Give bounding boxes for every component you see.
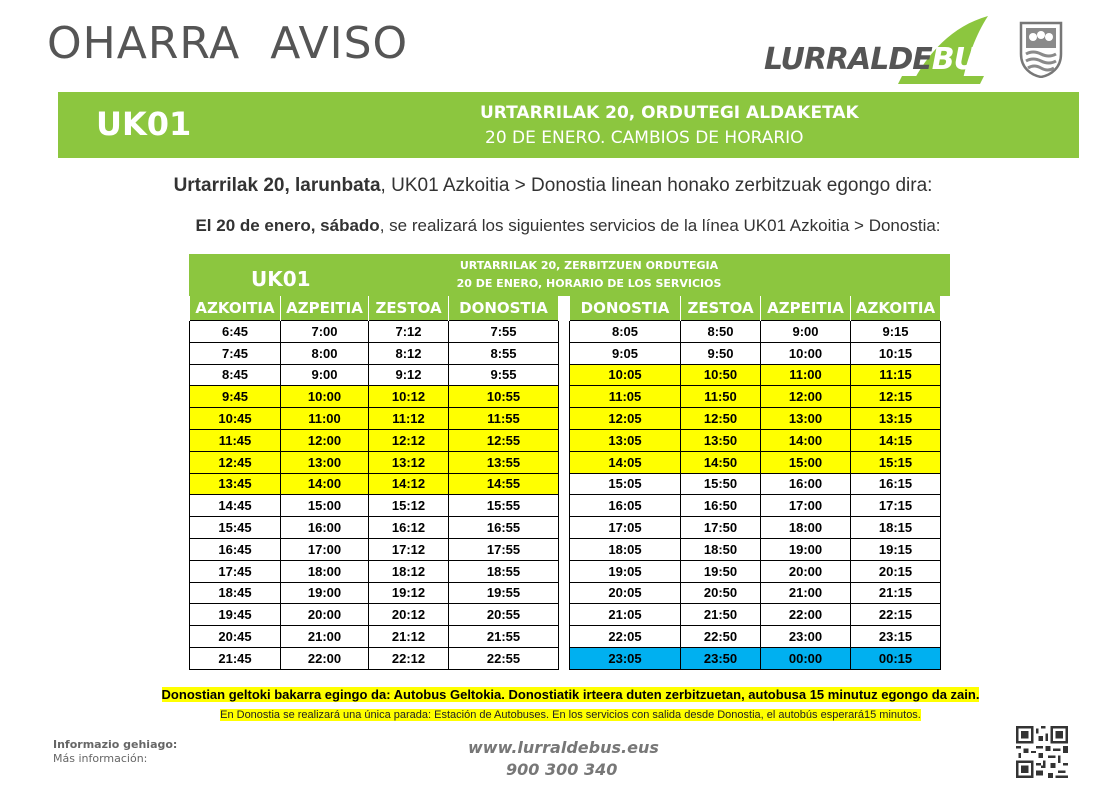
column-header: AZKOITIA: [190, 296, 281, 321]
time-cell: 21:12: [369, 626, 449, 648]
time-cell: 8:45: [190, 364, 281, 386]
time-cell: 20:45: [190, 626, 281, 648]
table-row: [570, 517, 941, 539]
time-cell: 18:12: [369, 560, 449, 582]
time-cell: 7:55: [449, 321, 559, 343]
table-row: [190, 342, 559, 364]
table-row: [570, 560, 941, 582]
time-cell: 9:15: [851, 321, 941, 343]
time-cell: 10:12: [369, 386, 449, 408]
column-header: AZPEITIA: [281, 296, 369, 321]
time-cell: 16:55: [449, 517, 559, 539]
notice-es: En Donostia se realizará una única parada: Estación de Autobuses. En los servicios con salida desde Donostia, el autobús esperará15 minutos.: [220, 709, 921, 721]
time-cell: 9:45: [190, 386, 281, 408]
time-cell: 13:50: [681, 429, 761, 451]
time-cell: 9:00: [761, 321, 851, 343]
time-cell: 11:12: [369, 408, 449, 430]
time-cell: 17:12: [369, 538, 449, 560]
route-banner: [58, 92, 1079, 158]
time-cell: 19:15: [851, 538, 941, 560]
time-cell: 18:45: [190, 582, 281, 604]
time-cell: 22:05: [570, 626, 681, 648]
more-info-es: Más información:: [53, 752, 148, 765]
time-cell: 21:05: [570, 604, 681, 626]
time-cell: 11:50: [681, 386, 761, 408]
time-cell: 10:00: [761, 342, 851, 364]
time-cell: 8:00: [281, 342, 369, 364]
schedule-route-code: UK01: [251, 267, 311, 291]
route-code: UK01: [96, 105, 192, 143]
banner-title-es: 20 DE ENERO. CAMBIOS DE HORARIO: [485, 128, 804, 148]
time-cell: 14:00: [761, 429, 851, 451]
schedule-header: [189, 254, 950, 296]
time-cell: 10:15: [851, 342, 941, 364]
table-row: [190, 647, 559, 669]
time-cell: 00:00: [761, 647, 851, 669]
time-cell: 20:50: [681, 582, 761, 604]
time-cell: 20:55: [449, 604, 559, 626]
table-row: [190, 364, 559, 386]
time-cell: 23:05: [570, 647, 681, 669]
website-link[interactable]: www.lurraldebus.eus: [468, 738, 659, 757]
time-cell: 17:00: [281, 538, 369, 560]
time-cell: 21:45: [190, 647, 281, 669]
table-row: [570, 321, 941, 343]
time-cell: 10:50: [681, 364, 761, 386]
time-cell: 14:05: [570, 451, 681, 473]
time-cell: 13:45: [190, 473, 281, 495]
time-cell: 18:55: [449, 560, 559, 582]
time-cell: 20:15: [851, 560, 941, 582]
table-row: [190, 495, 559, 517]
time-cell: 16:12: [369, 517, 449, 539]
page-title: OHARRA AVISO: [47, 18, 409, 69]
table-row: [190, 538, 559, 560]
time-cell: 14:15: [851, 429, 941, 451]
time-cell: 14:55: [449, 473, 559, 495]
table-row: [570, 473, 941, 495]
time-cell: 17:05: [570, 517, 681, 539]
notice-box: [0, 684, 1106, 722]
time-cell: 18:00: [761, 517, 851, 539]
time-cell: 15:00: [761, 451, 851, 473]
time-cell: 23:15: [851, 626, 941, 648]
time-cell: 14:50: [681, 451, 761, 473]
time-cell: 16:45: [190, 538, 281, 560]
table-row: [190, 429, 559, 451]
time-cell: 12:00: [761, 386, 851, 408]
time-cell: 12:50: [681, 408, 761, 430]
time-cell: 16:00: [281, 517, 369, 539]
intro-es: El 20 de enero, sábado, se realizará los siguientes servicios de la línea UK01 Azkoitia > Donostia:: [195, 216, 941, 235]
time-cell: 15:12: [369, 495, 449, 517]
time-cell: 15:15: [851, 451, 941, 473]
gipuzkoa-shield-icon: [1018, 20, 1064, 78]
time-cell: 14:00: [281, 473, 369, 495]
time-cell: 20:00: [761, 560, 851, 582]
time-cell: 13:12: [369, 451, 449, 473]
time-cell: 8:05: [570, 321, 681, 343]
time-cell: 13:55: [449, 451, 559, 473]
time-cell: 9:05: [570, 342, 681, 364]
time-cell: 11:15: [851, 364, 941, 386]
table-row: [190, 386, 559, 408]
time-cell: 21:55: [449, 626, 559, 648]
time-cell: 15:05: [570, 473, 681, 495]
time-cell: 9:55: [449, 364, 559, 386]
table-row: [570, 386, 941, 408]
time-cell: 15:55: [449, 495, 559, 517]
table-row: [190, 626, 559, 648]
time-cell: 16:15: [851, 473, 941, 495]
logo-wordmark: LURRALDEBUS: [764, 42, 998, 77]
time-cell: 18:05: [570, 538, 681, 560]
time-cell: 20:00: [281, 604, 369, 626]
time-cell: 21:00: [281, 626, 369, 648]
table-row: [570, 626, 941, 648]
time-cell: 16:00: [761, 473, 851, 495]
table-row: [190, 582, 559, 604]
time-cell: 8:50: [681, 321, 761, 343]
time-cell: 19:45: [190, 604, 281, 626]
time-cell: 22:12: [369, 647, 449, 669]
time-cell: 15:45: [190, 517, 281, 539]
schedule-title-eu: URTARRILAK 20, ZERBITZUEN ORDUTEGIA: [459, 259, 719, 272]
time-cell: 18:00: [281, 560, 369, 582]
table-row: [190, 321, 559, 343]
column-header: AZKOITIA: [851, 296, 941, 321]
column-header: ZESTOA: [681, 296, 761, 321]
time-cell: 12:00: [281, 429, 369, 451]
table-row: [190, 517, 559, 539]
time-cell: 17:55: [449, 538, 559, 560]
time-cell: 13:15: [851, 408, 941, 430]
time-cell: 13:05: [570, 429, 681, 451]
table-row: [570, 582, 941, 604]
time-cell: 9:12: [369, 364, 449, 386]
time-cell: 22:15: [851, 604, 941, 626]
time-cell: 17:00: [761, 495, 851, 517]
time-cell: 9:50: [681, 342, 761, 364]
time-cell: 11:55: [449, 408, 559, 430]
time-cell: 17:50: [681, 517, 761, 539]
column-header: DONOSTIA: [570, 296, 681, 321]
time-cell: 00:15: [851, 647, 941, 669]
schedule-title-es: 20 DE ENERO, HORARIO DE LOS SERVICIOS: [456, 277, 722, 290]
schedule-table-outbound: [189, 296, 559, 670]
time-cell: 13:00: [281, 451, 369, 473]
time-cell: 14:45: [190, 495, 281, 517]
time-cell: 7:45: [190, 342, 281, 364]
more-info-eu: Informazio gehiago:: [53, 738, 178, 751]
table-row: [190, 604, 559, 626]
time-cell: 10:05: [570, 364, 681, 386]
time-cell: 19:12: [369, 582, 449, 604]
time-cell: 22:00: [281, 647, 369, 669]
time-cell: 7:00: [281, 321, 369, 343]
time-cell: 23:00: [761, 626, 851, 648]
time-cell: 7:12: [369, 321, 449, 343]
notice-eu: Donostian geltoki bakarra egingo da: Autobus Geltokia. Donostiatik irteera duten zerbitzuetan, autobusa 15 minutuz egongo da zain.: [161, 687, 980, 702]
banner-title-eu: URTARRILAK 20, ORDUTEGI ALDAKETAK: [480, 103, 859, 123]
table-row: [570, 342, 941, 364]
phone-number[interactable]: 900 300 340: [506, 760, 618, 779]
time-cell: 12:55: [449, 429, 559, 451]
time-cell: 13:00: [761, 408, 851, 430]
time-cell: 21:00: [761, 582, 851, 604]
time-cell: 18:50: [681, 538, 761, 560]
time-cell: 11:00: [281, 408, 369, 430]
column-header: DONOSTIA: [449, 296, 559, 321]
time-cell: 11:00: [761, 364, 851, 386]
time-cell: 9:00: [281, 364, 369, 386]
time-cell: 19:00: [761, 538, 851, 560]
time-cell: 10:45: [190, 408, 281, 430]
table-row: [570, 451, 941, 473]
time-cell: 11:45: [190, 429, 281, 451]
column-header: ZESTOA: [369, 296, 449, 321]
schedule-table-return: [569, 296, 941, 670]
time-cell: 10:55: [449, 386, 559, 408]
time-cell: 17:15: [851, 495, 941, 517]
table-row: [190, 560, 559, 582]
time-cell: 22:55: [449, 647, 559, 669]
time-cell: 15:00: [281, 495, 369, 517]
time-cell: 19:50: [681, 560, 761, 582]
table-row: [570, 604, 941, 626]
time-cell: 11:05: [570, 386, 681, 408]
table-row: [570, 408, 941, 430]
time-cell: 12:45: [190, 451, 281, 473]
table-row: [570, 538, 941, 560]
time-cell: 8:55: [449, 342, 559, 364]
qr-code-icon[interactable]: [1016, 726, 1068, 778]
time-cell: 6:45: [190, 321, 281, 343]
time-cell: 16:05: [570, 495, 681, 517]
time-cell: 15:50: [681, 473, 761, 495]
lurraldebus-logo: [762, 14, 998, 88]
time-cell: 8:12: [369, 342, 449, 364]
time-cell: 16:50: [681, 495, 761, 517]
time-cell: 12:12: [369, 429, 449, 451]
time-cell: 21:50: [681, 604, 761, 626]
time-cell: 23:50: [681, 647, 761, 669]
time-cell: 12:05: [570, 408, 681, 430]
time-cell: 21:15: [851, 582, 941, 604]
time-cell: 17:45: [190, 560, 281, 582]
time-cell: 14:12: [369, 473, 449, 495]
time-cell: 20:05: [570, 582, 681, 604]
table-row: [570, 429, 941, 451]
time-cell: 10:00: [281, 386, 369, 408]
table-row: [190, 473, 559, 495]
column-header: AZPEITIA: [761, 296, 851, 321]
time-cell: 18:15: [851, 517, 941, 539]
time-cell: 19:55: [449, 582, 559, 604]
table-row: [570, 364, 941, 386]
time-cell: 19:05: [570, 560, 681, 582]
time-cell: 22:00: [761, 604, 851, 626]
table-row: [190, 408, 559, 430]
table-row: [190, 451, 559, 473]
time-cell: 12:15: [851, 386, 941, 408]
table-row: [570, 647, 941, 669]
time-cell: 20:12: [369, 604, 449, 626]
intro-eu: Urtarrilak 20, larunbata, UK01 Azkoitia > Donostia linean honako zerbitzuak egongo dira:: [173, 175, 933, 196]
table-row: [570, 495, 941, 517]
time-cell: 19:00: [281, 582, 369, 604]
time-cell: 22:50: [681, 626, 761, 648]
